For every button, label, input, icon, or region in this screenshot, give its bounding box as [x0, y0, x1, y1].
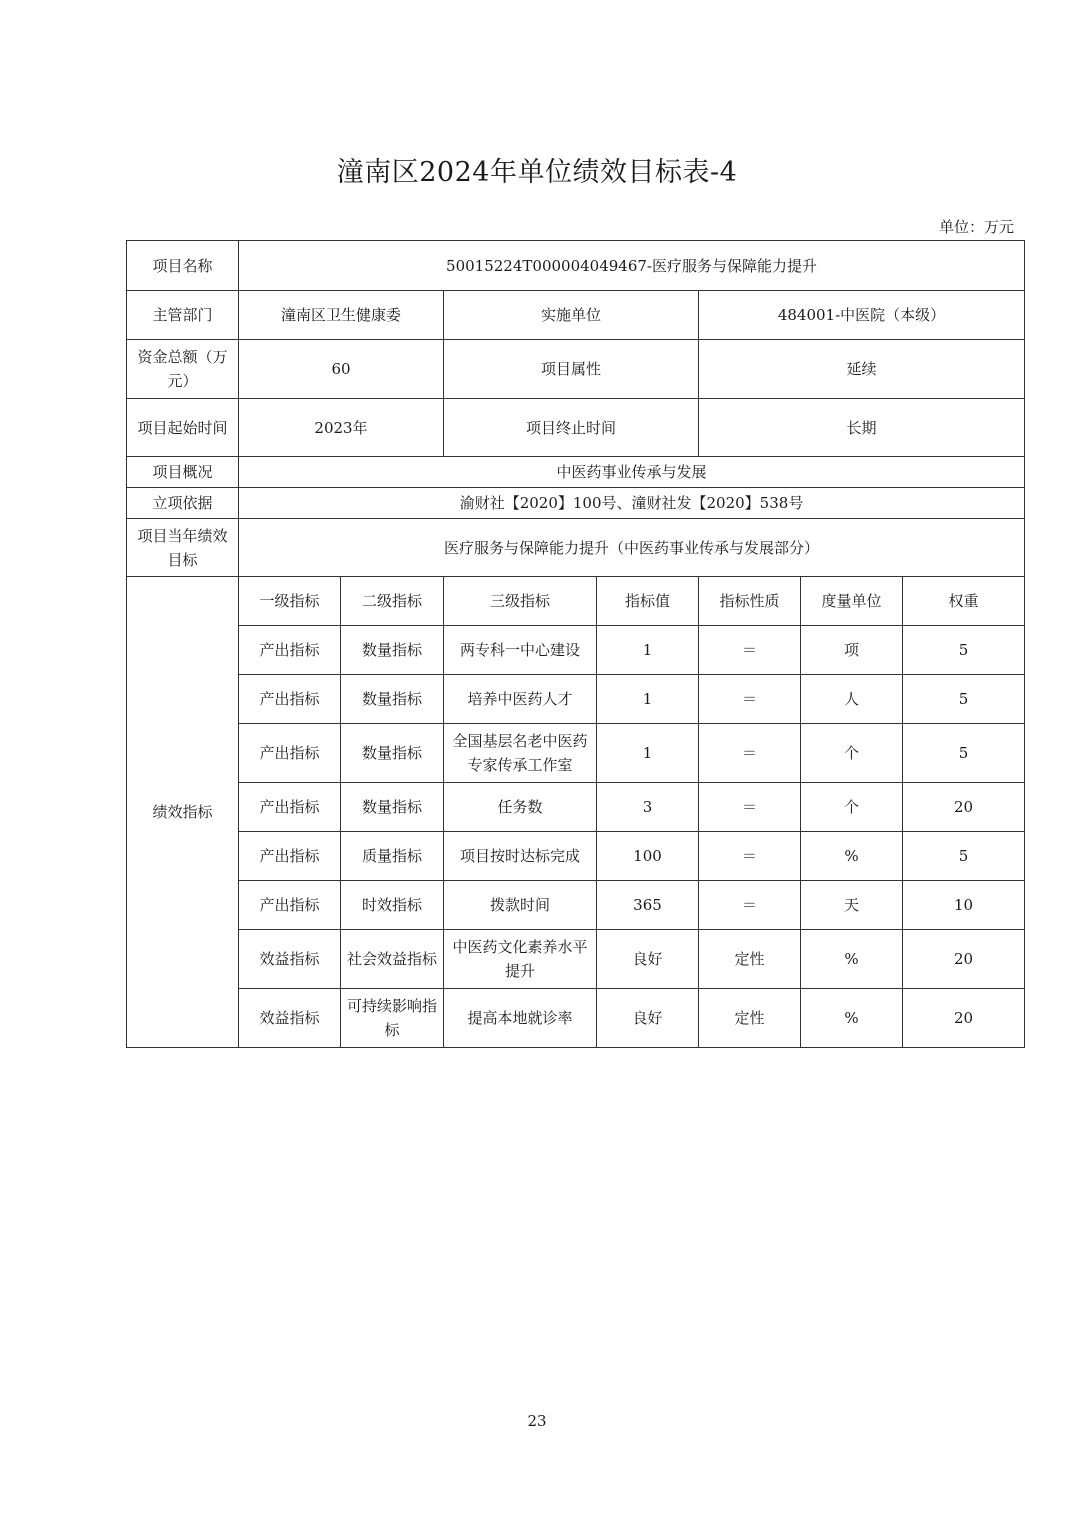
fund-value: 60 [239, 340, 444, 399]
level2-cell: 数量指标 [341, 783, 444, 832]
level2-cell: 可持续影响指标 [341, 989, 444, 1048]
unit-cell: % [801, 989, 903, 1048]
level1-cell: 产出指标 [239, 724, 341, 783]
level3-cell: 两专科一中心建设 [444, 626, 597, 675]
level2-cell: 数量指标 [341, 675, 444, 724]
unit-label: 单位：万元 [938, 218, 1014, 236]
value-cell: 365 [597, 881, 699, 930]
unit-cell: % [801, 832, 903, 881]
header-unit: 度量单位 [801, 577, 903, 626]
unit-cell: 人 [801, 675, 903, 724]
header-weight: 权重 [903, 577, 1025, 626]
value-cell: 1 [597, 675, 699, 724]
weight-cell: 5 [903, 675, 1025, 724]
level2-cell: 时效指标 [341, 881, 444, 930]
value-cell: 1 [597, 626, 699, 675]
weight-cell: 5 [903, 724, 1025, 783]
overview-label: 项目概况 [127, 457, 239, 488]
header-nature: 指标性质 [699, 577, 801, 626]
unit-cell: 个 [801, 783, 903, 832]
weight-cell: 5 [903, 626, 1025, 675]
unit-cell: % [801, 930, 903, 989]
level1-cell: 产出指标 [239, 832, 341, 881]
level3-cell: 全国基层名老中医药专家传承工作室 [444, 724, 597, 783]
weight-cell: 20 [903, 930, 1025, 989]
value-cell: 3 [597, 783, 699, 832]
row-goal [127, 519, 1025, 577]
project-name-label: 项目名称 [127, 241, 239, 291]
level3-cell: 任务数 [444, 783, 597, 832]
header-value: 指标值 [597, 577, 699, 626]
level1-cell: 效益指标 [239, 930, 341, 989]
nature-cell: ＝ [699, 626, 801, 675]
start-value: 2023年 [239, 399, 444, 457]
unit-cell: 项 [801, 626, 903, 675]
level3-cell: 提高本地就诊率 [444, 989, 597, 1048]
weight-cell: 20 [903, 989, 1025, 1048]
weight-cell: 10 [903, 881, 1025, 930]
nature-cell: 定性 [699, 930, 801, 989]
level2-cell: 质量指标 [341, 832, 444, 881]
dept-label: 主管部门 [127, 291, 239, 340]
perf-label: 绩效指标 [127, 577, 239, 1048]
row-basis [127, 488, 1025, 519]
level2-cell: 社会效益指标 [341, 930, 444, 989]
level2-cell: 数量指标 [341, 724, 444, 783]
level1-cell: 产出指标 [239, 783, 341, 832]
header-level1: 一级指标 [239, 577, 341, 626]
indicator-header-row [127, 577, 1025, 626]
row-overview [127, 457, 1025, 488]
page-title: 潼南区2024年单位绩效目标表-4 [336, 157, 738, 188]
basis-value: 渝财社【2020】100号、潼财社发【2020】538号 [239, 488, 1025, 519]
header-level3: 三级指标 [444, 577, 597, 626]
value-cell: 1 [597, 724, 699, 783]
header-level2: 二级指标 [341, 577, 444, 626]
level1-cell: 产出指标 [239, 626, 341, 675]
level3-cell: 拨款时间 [444, 881, 597, 930]
table-row [127, 989, 1025, 1048]
row-department [127, 291, 1025, 340]
unit-cell: 天 [801, 881, 903, 930]
value-cell: 良好 [597, 989, 699, 1048]
nature-cell: ＝ [699, 675, 801, 724]
level2-cell: 数量指标 [341, 626, 444, 675]
level1-cell: 效益指标 [239, 989, 341, 1048]
row-period [127, 399, 1025, 457]
row-fund [127, 340, 1025, 399]
value-cell: 良好 [597, 930, 699, 989]
fund-label: 资金总额（万元） [127, 340, 239, 399]
nature-cell: ＝ [699, 832, 801, 881]
start-label: 项目起始时间 [127, 399, 239, 457]
impl-label: 实施单位 [444, 291, 699, 340]
dept-value: 潼南区卫生健康委 [239, 291, 444, 340]
goal-value: 医疗服务与保障能力提升（中医药事业传承与发展部分） [239, 519, 1025, 577]
table-row [127, 930, 1025, 989]
table-row [127, 724, 1025, 783]
basis-label: 立项依据 [127, 488, 239, 519]
table-row [127, 832, 1025, 881]
nature-cell: 定性 [699, 989, 801, 1048]
table-row [127, 626, 1025, 675]
row-project-name [127, 241, 1025, 291]
table-row [127, 881, 1025, 930]
project-name-value: 50015224T000004049467-医疗服务与保障能力提升 [239, 241, 1025, 291]
unit-cell: 个 [801, 724, 903, 783]
level1-cell: 产出指标 [239, 675, 341, 724]
attr-value: 延续 [699, 340, 1025, 399]
weight-cell: 5 [903, 832, 1025, 881]
impl-value: 484001-中医院（本级） [699, 291, 1025, 340]
overview-value: 中医药事业传承与发展 [239, 457, 1025, 488]
level3-cell: 培养中医药人才 [444, 675, 597, 724]
level3-cell: 项目按时达标完成 [444, 832, 597, 881]
level3-cell: 中医药文化素养水平提升 [444, 930, 597, 989]
value-cell: 100 [597, 832, 699, 881]
end-label: 项目终止时间 [444, 399, 699, 457]
performance-target-table [126, 240, 1025, 1048]
attr-label: 项目属性 [444, 340, 699, 399]
table-row [127, 675, 1025, 724]
goal-label: 项目当年绩效目标 [127, 519, 239, 577]
weight-cell: 20 [903, 783, 1025, 832]
level1-cell: 产出指标 [239, 881, 341, 930]
table-row [127, 783, 1025, 832]
page-number: 23 [527, 1412, 547, 1430]
nature-cell: ＝ [699, 783, 801, 832]
end-value: 长期 [699, 399, 1025, 457]
nature-cell: ＝ [699, 881, 801, 930]
nature-cell: ＝ [699, 724, 801, 783]
